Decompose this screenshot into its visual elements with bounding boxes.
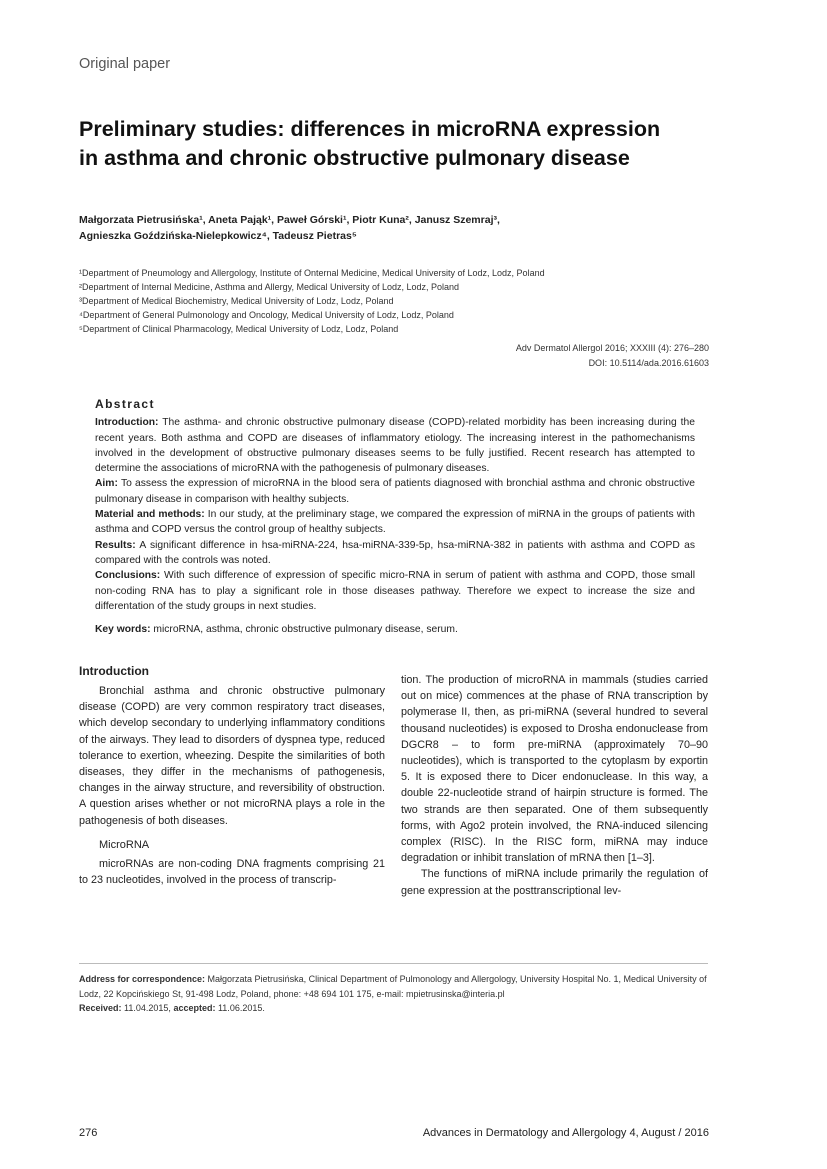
abstract-results-text: A significant difference in hsa-miRNA-224, hsa-miRNA-339-5p, hsa-miRNA-382 in patients with asthma and COPD as compared with the controls was noted. bbox=[95, 539, 695, 566]
correspondence-address bbox=[79, 972, 719, 1001]
journal-reference: Adv Dermatol Allergol 2016; XXXIII (4): 276–280 bbox=[515, 343, 709, 353]
abstract-results-label: Results: bbox=[95, 539, 136, 551]
microrna-paragraph: microRNAs are non-coding DNA fragments comprising 21 to 23 nucleotides, involved in the process of transcrip- bbox=[79, 858, 385, 887]
abstract-heading: Abstract bbox=[95, 397, 155, 411]
abstract-methods bbox=[95, 507, 695, 538]
keywords-text: microRNA, asthma, chronic obstructive pulmonary disease, serum. bbox=[150, 624, 458, 636]
received-accepted-dates bbox=[79, 1001, 719, 1016]
abstract-intro-text: The asthma- and chronic obstructive pulmonary disease (COPD)-related morbidity has been increasing during the recent years. Both asthma and COPD are diseases of inflammatory etiology. The increasing interest in the pathomechanisms involved in the development of obstructive pulmonary diseases seems to be fully justified. Recent research has attempted to determine the associations of microRNA with the pathogenesis of pulmonary diseases. bbox=[95, 417, 695, 475]
authors-line-2: Agnieszka Goździńska-Nielepkowicz⁴, Tadeusz Pietras⁵ bbox=[79, 230, 357, 242]
affiliation-1: ¹Department of Pneumology and Allergology, Institute of Onternal Medicine, Medical University of Lodz, Lodz, Poland bbox=[79, 268, 545, 278]
abstract-introduction bbox=[95, 415, 695, 476]
microrna-paragraph-continued: tion. The production of microRNA in mammals (studies carried out on mice) commences at the phase of RNA transcription by polymerase II, then, as pri-miRNA (several hundred to several thousand nucleotides) is exposed to Drosha endonuclease from DGCR8 – to form pre-miRNA (approximately 70–90 nucleotides), which is transported to the cytoplasm by exportin 5. It is exposed there to Dicer endonuclease. In this way, a double 22-nucleotide strand of hairpin structure is formed. The two strands are then separated. One of them subsequently forms, with Ago2 protein involved, the RNA-induced silencing complex (RISC). In the RISC form, miRNA may induce degradation or inhibit translation of mRNA then [1–3]. bbox=[401, 674, 708, 865]
affiliation-2: ²Department of Internal Medicine, Asthma and Allergy, Medical University of Lodz, Lodz, Poland bbox=[79, 282, 460, 292]
affiliation-3: ³Department of Medical Biochemistry, Medical University of Lodz, Lodz, Poland bbox=[79, 296, 394, 306]
title-line-1: Preliminary studies: differences in microRNA expression bbox=[79, 117, 661, 141]
abstract-conclusions-label: Conclusions: bbox=[95, 570, 161, 582]
abstract-aim-label: Aim: bbox=[95, 478, 118, 490]
affiliations bbox=[79, 266, 719, 336]
abstract-keywords bbox=[95, 622, 695, 637]
body-column-right bbox=[401, 672, 708, 899]
authors-line-1: Małgorzata Pietrusińska¹, Aneta Pająk¹, Paweł Górski¹, Piotr Kuna², Janusz Szemraj³, bbox=[79, 214, 500, 226]
abstract-results bbox=[95, 538, 695, 569]
abstract-intro-label: Introduction: bbox=[95, 417, 159, 429]
title-line-2: in asthma and chronic obstructive pulmonary disease bbox=[79, 146, 630, 170]
doi[interactable]: DOI: 10.5114/ada.2016.61603 bbox=[588, 358, 709, 368]
affiliation-4: ⁴Department of General Pulmonology and Oncology, Medical University of Lodz, Lodz, Poland bbox=[79, 310, 454, 320]
body-column-left bbox=[79, 663, 385, 888]
paper-title bbox=[79, 115, 719, 173]
introduction-heading: Introduction bbox=[79, 664, 149, 678]
correspondence-text: Małgorzata Pietrusińska, Clinical Department of Pulmonology and Allergology, University Hospital No. 1, Medical University of Lodz, 22 Kopcińskiego St, 91-498 Lodz, Poland, phone: +48 694 101 175, e-mail: mpietrusinska@interia.pl bbox=[79, 974, 707, 999]
keywords-label: Key words: bbox=[95, 624, 151, 636]
introduction-paragraph: Bronchial asthma and chronic obstructive pulmonary disease (COPD) are very common respiratory tract diseases, which develop secondary to underlying inflammatory conditions of the airways. They lead to disorders of dyspnea type, reduced tolerance to exertion, wheezing. Despite the similarities of both diseases, they differ in the mechanisms of pathogenesis, changes in the airway structure, and reversibility of obstruction. A question arises whether or not microRNA plays a role in the pathogenesis of both diseases. bbox=[79, 685, 385, 827]
mirna-functions-paragraph: The functions of miRNA include primarily the regulation of gene expression at the posttranscriptional lev- bbox=[401, 868, 708, 897]
footnote-divider bbox=[79, 963, 708, 964]
article-type-label: Original paper bbox=[79, 56, 171, 72]
abstract-section bbox=[95, 397, 695, 637]
citation-block bbox=[516, 341, 709, 371]
received-label: Received: bbox=[79, 1003, 122, 1013]
abstract-aim-text: To assess the expression of microRNA in the blood sera of patients diagnosed with bronchial asthma and chronic obstructive pulmonary disease in comparison with healthy subjects. bbox=[95, 478, 695, 505]
author-list bbox=[79, 212, 719, 244]
accepted-label: accepted: bbox=[173, 1003, 216, 1013]
correspondence-block bbox=[79, 972, 719, 1016]
abstract-conclusions-text: With such difference of expression of specific micro-RNA in serum of patient with asthma and COPD, those small non-coding RNA has to play a significant role in those diseases pathway. Therefore we expect to increase the size and differentation of the study groups in next studies. bbox=[95, 570, 695, 612]
microrna-heading: MicroRNA bbox=[99, 838, 150, 851]
abstract-aim bbox=[95, 476, 695, 507]
received-date: 11.04.2015, bbox=[121, 1003, 171, 1013]
abstract-methods-text: In our study, at the preliminary stage, we compared the expression of miRNA in the groups of patients with asthma and COPD versus the control group of healthy subjects. bbox=[95, 509, 696, 536]
abstract-conclusions bbox=[95, 568, 695, 614]
abstract-methods-label: Material and methods: bbox=[95, 509, 205, 521]
page-number: 276 bbox=[79, 1127, 98, 1139]
affiliation-5: ⁵Department of Clinical Pharmacology, Medical University of Lodz, Lodz, Poland bbox=[79, 324, 399, 334]
accepted-date: 11.06.2015. bbox=[215, 1003, 265, 1013]
journal-issue: Advances in Dermatology and Allergology 4, August / 2016 bbox=[422, 1127, 709, 1139]
correspondence-label: Address for correspondence: bbox=[79, 974, 206, 984]
